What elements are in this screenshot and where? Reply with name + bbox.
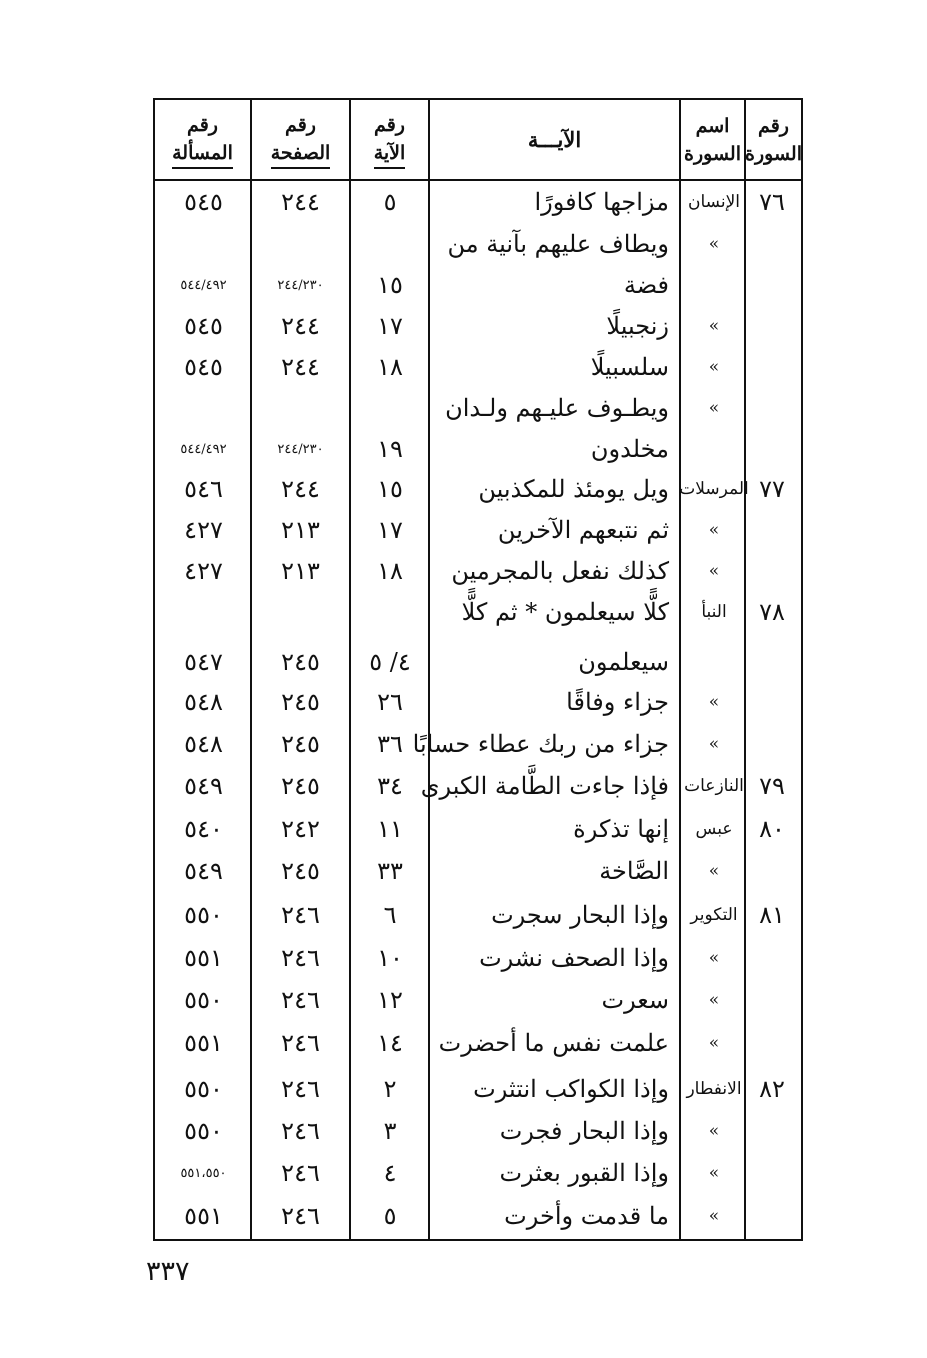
surah-number-cell: ٧٧: [759, 475, 785, 503]
header-surah-number: [746, 100, 801, 179]
surah-name-cell: »: [708, 315, 720, 336]
ayah-cell: ويل يومئذ للمكذبين: [478, 475, 669, 503]
masala-number-cell: ٥٥١: [184, 1029, 223, 1057]
masala-number-cell: ٥٥٠: [184, 1117, 223, 1145]
page-number-cell: ٢٤٦: [281, 944, 320, 972]
masala-number-cell: ٥٥٠: [184, 1075, 223, 1103]
masala-number-cell: ٥٤٤/٤٩٢: [180, 277, 227, 293]
surah-number-cell: [747, 1198, 797, 1234]
ayah-cell: وإذا البحار سجرت: [491, 901, 669, 929]
page-number-cell: ٢٤٤/٢٣٠: [277, 277, 324, 293]
ayah-number-cell: ٢: [383, 1075, 397, 1103]
ayah-cell: جزاء من ربك عطاء حسابًا: [412, 730, 669, 758]
page-number-cell: ٢٤٥: [281, 688, 320, 716]
surah-name-cell: عبس: [695, 818, 733, 839]
ayah-number-cell: ٣٤: [377, 772, 403, 800]
surah-name-cell: »: [708, 691, 720, 712]
ayah-cell: فضة: [623, 271, 669, 299]
ayah-cell: ويطـوف عليـهم ولـدان: [445, 394, 669, 422]
ayah-number-cell: ١٨: [377, 353, 403, 381]
ayah-number-cell: ١٢: [377, 986, 403, 1014]
ayah-cell: وإذا الصحف نشرت: [479, 944, 669, 972]
header-surah-name-line1: اسم: [695, 114, 730, 137]
ayah-cell: مخلدون: [590, 435, 669, 463]
surah-number-cell: [747, 684, 797, 720]
surah-number-cell: [747, 308, 797, 344]
ayah-number-cell: ٣٣: [377, 857, 403, 885]
index-table: [153, 98, 803, 1241]
page-number-cell: ٢٤٥: [281, 648, 320, 676]
ayah-number-cell: ٦: [383, 901, 397, 929]
surah-name-cell: النازعات: [684, 775, 744, 796]
page-number-cell: [252, 226, 349, 262]
masala-number-cell: ٥٥١: [184, 944, 223, 972]
surah-number-cell: [747, 1155, 797, 1191]
ayah-cell: سلسبيلًا: [590, 353, 669, 381]
ayah-cell: كلًّا سيعلمون * ثم كلًّا: [461, 598, 669, 626]
masala-number-cell: ٥٤٨: [184, 688, 223, 716]
surah-name-cell: »: [708, 733, 720, 754]
ayah-number-cell: ١٧: [377, 516, 403, 544]
ayah-cell: الصَّاخة: [599, 857, 669, 885]
surah-number-cell: [747, 982, 797, 1018]
page-number-cell: ٢٤٤/٢٣٠: [277, 441, 324, 457]
ayah-number-cell: ١٩: [377, 435, 403, 463]
ayah-cell: ما قدمت وأخرت: [504, 1202, 669, 1230]
surah-number-cell: [747, 1113, 797, 1149]
masala-number-cell: ٥٥٠: [184, 986, 223, 1014]
ayah-cell: وإذا البحار فجرت: [499, 1117, 669, 1145]
ayah-number-cell: [351, 594, 429, 630]
surah-number-cell: [747, 226, 797, 262]
surah-number-cell: [747, 940, 797, 976]
ayah-cell: ويطاف عليهم بآنية من: [447, 230, 669, 258]
page-number-cell: ٢٤٦: [281, 1202, 320, 1230]
ayah-number-cell: [351, 390, 429, 426]
ayah-number-cell: ٢٦: [377, 688, 403, 716]
page-number-cell: ٢٤٦: [281, 986, 320, 1014]
surah-name-cell: التكوير: [690, 904, 738, 925]
page-number-cell: ٢٤٤: [281, 353, 320, 381]
ayah-cell: فإذا جاءت الطَّامة الكبرى: [420, 772, 669, 800]
masala-number-cell: ٥٤٩: [184, 772, 223, 800]
page-number-cell: ٢٤٦: [281, 1075, 320, 1103]
surah-name-cell: »: [708, 989, 720, 1010]
page-number-cell: ٢٤٤: [281, 188, 320, 216]
ayah-cell: ثم نتبعهم الآخرين: [497, 516, 669, 544]
masala-number-cell: ٥٤٠: [184, 815, 223, 843]
surah-name-cell: »: [708, 560, 720, 581]
masala-number-cell: ٥٤٨: [184, 730, 223, 758]
surah-name-cell: »: [708, 860, 720, 881]
masala-number-cell: ٥٤٦: [184, 475, 223, 503]
surah-number-cell: [747, 726, 797, 762]
surah-number-cell: [747, 267, 797, 303]
header-page-number-line2: الصفحة: [271, 139, 331, 169]
surah-name-cell: [682, 267, 746, 303]
surah-name-cell: »: [708, 1120, 720, 1141]
surah-number-cell: [747, 644, 797, 680]
surah-number-cell: ٧٩: [759, 772, 785, 800]
surah-number-cell: ٧٨: [759, 598, 785, 626]
header-ayah: [430, 100, 679, 179]
surah-number-cell: [747, 1025, 797, 1061]
ayah-number-cell: ٥: [383, 188, 397, 216]
ayah-number-cell: ١٥: [377, 271, 403, 299]
surah-name-cell: »: [708, 519, 720, 540]
surah-number-cell: [747, 431, 797, 467]
header-masala-number: [155, 100, 250, 179]
header-ayah-label: الآيـــة: [527, 126, 582, 152]
masala-number-cell: ٥٤٥: [184, 312, 223, 340]
masala-number-cell: ٥٤٧: [184, 648, 223, 676]
masala-number-cell: ٥٤٤/٤٩٢: [180, 441, 227, 457]
surah-number-cell: ٨١: [759, 901, 785, 929]
masala-number-cell: [155, 390, 252, 426]
page-number-cell: ٢٤٥: [281, 857, 320, 885]
ayah-number-cell: ٤: [383, 1159, 397, 1187]
page-number-cell: ٢٤٥: [281, 730, 320, 758]
masala-number-cell: ٥٤٩: [184, 857, 223, 885]
page-number-cell: [252, 594, 349, 630]
header-page-number-line1: رقم: [285, 113, 316, 136]
surah-name-cell: »: [708, 1162, 720, 1183]
page-number-cell: ٢١٣: [281, 557, 320, 585]
surah-number-cell: ٧٦: [759, 188, 785, 216]
surah-name-cell: »: [708, 947, 720, 968]
ayah-cell: زنجبيلًا: [606, 312, 669, 340]
ayah-number-cell: ٤/ ٥: [369, 648, 411, 676]
surah-name-cell: »: [708, 356, 720, 377]
surah-number-cell: ٨٢: [759, 1075, 785, 1103]
ayah-number-cell: ٣: [383, 1117, 397, 1145]
surah-number-cell: [747, 349, 797, 385]
ayah-cell: علمت نفس ما أحضرت: [438, 1029, 669, 1057]
ayah-number-cell: ١٤: [377, 1029, 403, 1057]
surah-number-cell: [747, 512, 797, 548]
masala-number-cell: ٥٤٥: [184, 188, 223, 216]
ayah-number-cell: [351, 226, 429, 262]
ayah-number-cell: ٥: [383, 1202, 397, 1230]
surah-name-cell: »: [708, 1205, 720, 1226]
page-number-cell: ٢٤٦: [281, 1159, 320, 1187]
ayah-number-cell: ١٨: [377, 557, 403, 585]
surah-number-cell: [747, 853, 797, 889]
header-page-number: [252, 100, 349, 179]
masala-number-cell: ٥٤٥: [184, 353, 223, 381]
ayah-cell: إنها تذكرة: [573, 815, 669, 843]
ayah-number-cell: ١٧: [377, 312, 403, 340]
header-masala-number-line1: رقم: [187, 113, 218, 136]
surah-number-cell: ٨٠: [759, 815, 785, 843]
header-masala-number-line2: المسألة: [172, 139, 233, 169]
ayah-cell: كذلك نفعل بالمجرمين: [451, 557, 669, 585]
page-number-cell: ٢٤٤: [281, 475, 320, 503]
masala-number-cell: [155, 594, 252, 630]
ayah-number-cell: ١٠: [377, 944, 403, 972]
ayah-number-cell: ١١: [377, 815, 403, 843]
ayah-cell: وإذا القبور بعثرت: [499, 1159, 669, 1187]
surah-number-cell: [747, 390, 797, 426]
surah-name-cell: »: [708, 233, 720, 254]
ayah-cell: جزاء وفاقًا: [566, 688, 669, 716]
page-number-cell: ٢٤٦: [281, 901, 320, 929]
page-number: ٣٣٧: [146, 1256, 190, 1287]
ayah-number-cell: ٣٦: [377, 730, 403, 758]
header-surah-number-line1: رقم: [758, 114, 789, 137]
surah-name-cell: الانفطار: [686, 1078, 742, 1099]
ayah-cell: وإذا الكواكب انتثرت: [473, 1075, 669, 1103]
page-number-cell: ٢١٣: [281, 516, 320, 544]
surah-name-cell: »: [708, 1032, 720, 1053]
page-number-cell: ٢٤٢: [281, 815, 320, 843]
surah-name-cell: [682, 431, 746, 467]
surah-name-cell: »: [708, 397, 720, 418]
masala-number-cell: ٤٢٧: [184, 557, 223, 585]
header-surah-number-line2: السورة: [745, 142, 802, 165]
surah-name-cell: النبأ: [701, 601, 727, 622]
header-ayah-number: [351, 100, 428, 179]
page-number-cell: ٢٤٥: [281, 772, 320, 800]
masala-number-cell: [155, 226, 252, 262]
page-number-cell: ٢٤٦: [281, 1117, 320, 1145]
surah-name-cell: الإنسان: [688, 191, 740, 212]
header-surah-name: [681, 100, 744, 179]
ayah-cell: سيعلمون: [578, 648, 669, 676]
surah-name-cell: المرسلات: [679, 478, 749, 499]
header-ayah-number-line1: رقم: [374, 113, 405, 136]
ayah-number-cell: ١٥: [377, 475, 403, 503]
page-number-cell: [252, 390, 349, 426]
header-ayah-number-line2: الآية: [374, 139, 406, 169]
page-number-cell: ٢٤٦: [281, 1029, 320, 1057]
masala-number-cell: ٤٢٧: [184, 516, 223, 544]
ayah-cell: مزاجها كافورًا: [534, 188, 669, 216]
header-surah-name-line2: السورة: [684, 142, 741, 165]
page-number-cell: ٢٤٤: [281, 312, 320, 340]
header-rule: [155, 179, 801, 181]
surah-number-cell: [747, 553, 797, 589]
masala-number-cell: ٥٥٠: [184, 901, 223, 929]
surah-name-cell: [682, 644, 746, 680]
masala-number-cell: ٥٥١: [184, 1202, 223, 1230]
ayah-cell: سعرت: [601, 986, 669, 1014]
masala-number-cell: ٥٥١،٥٥٠: [180, 1165, 227, 1181]
